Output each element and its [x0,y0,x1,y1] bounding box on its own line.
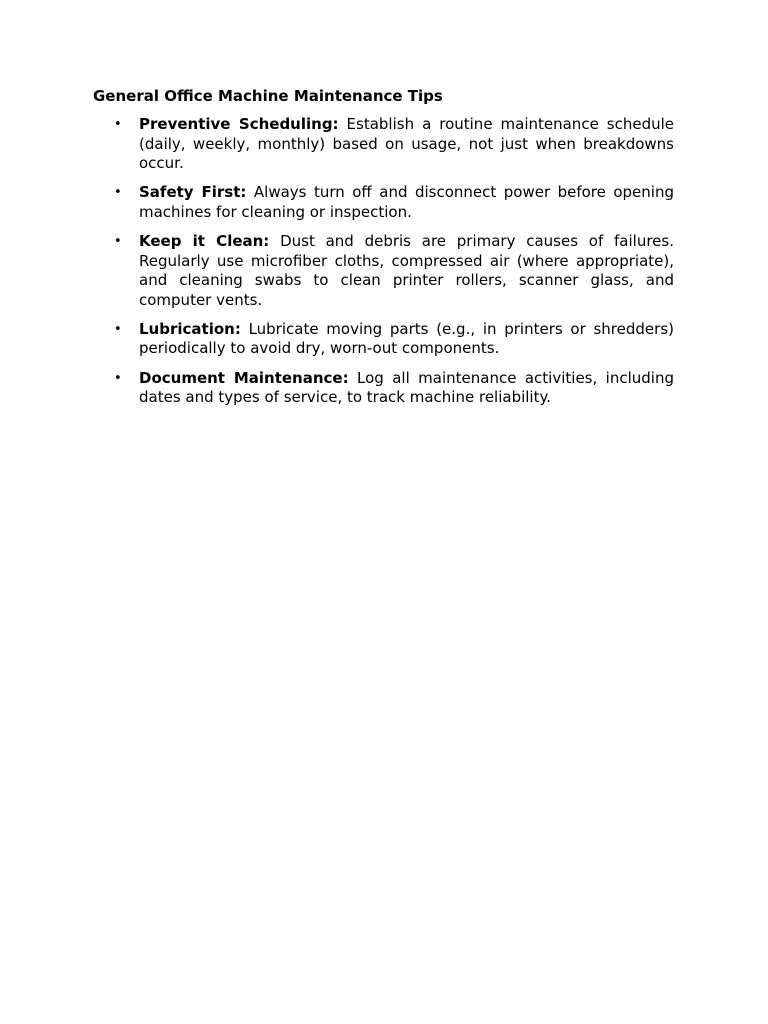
tip-label: Lubrication: [139,319,241,338]
tips-list [93,115,674,408]
bullet-icon: • [114,321,122,337]
tip-label: Document Maintenance: [139,368,349,387]
tip-text: Always turn off and disconnect power before opening machines for cleaning or inspection. [139,183,674,221]
bullet-icon: • [114,185,122,201]
document-title: General Office Machine Maintenance Tips [93,87,443,105]
tip-label: Safety First: [139,183,247,202]
bullet-icon: • [114,370,122,386]
tip-safety-first [93,183,674,222]
tip-label: Preventive Scheduling: [139,115,339,133]
tip-text: Establish a routine maintenance schedule (daily, weekly, monthly) based on usage, not just when breakdowns occur. [139,115,674,173]
tip-preventive-scheduling [93,115,674,174]
tip-keep-it-clean [93,232,674,310]
bullet-icon: • [114,117,122,132]
tip-text: Lubricate moving parts (e.g., in printers or shredders) periodically to avoid dry, worn-out components. [139,319,674,358]
bullet-icon: • [114,233,122,249]
tip-text: Log all maintenance activities, including dates and types of service, to track machine reliability. [139,368,674,407]
tip-label: Keep it Clean: [139,231,270,250]
tip-document-maintenance [93,369,674,408]
tip-text: Dust and debris are primary causes of failures. Regularly use microfiber cloths, compressed air (where appropriate), and cleaning swabs to clean printer rollers, scanner glass, and computer vents. [139,231,674,309]
tip-lubrication [93,320,674,359]
document-body [93,86,674,417]
